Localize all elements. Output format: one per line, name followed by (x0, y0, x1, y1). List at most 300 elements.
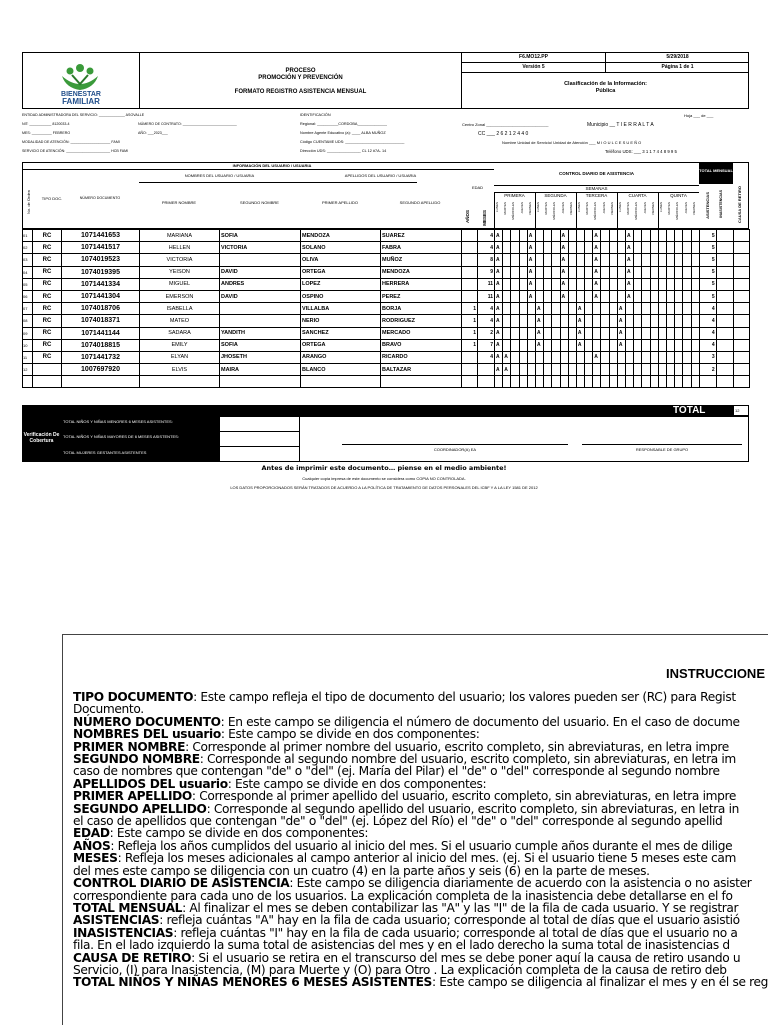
attendance-day-cell[interactable] (683, 266, 691, 278)
attendance-day-cell[interactable]: A (495, 266, 503, 278)
attendance-day-cell[interactable] (634, 230, 642, 242)
attendance-day-cell[interactable] (658, 364, 666, 376)
attendance-day-cell[interactable] (544, 242, 552, 254)
asistencias-total-cell[interactable]: 4 (699, 339, 716, 351)
empty-cell[interactable] (544, 376, 552, 388)
attendance-day-cell[interactable] (634, 290, 642, 302)
empty-cell[interactable] (609, 376, 617, 388)
inasistencias-total-cell[interactable] (716, 266, 733, 278)
attendance-day-cell[interactable]: A (560, 278, 568, 290)
attendance-day-cell[interactable]: A (593, 230, 601, 242)
attendance-day-cell[interactable] (527, 303, 535, 315)
documento-cell[interactable]: 1074018371 (62, 315, 140, 327)
segundo-nombre-cell[interactable]: DAVID (220, 290, 301, 302)
segundo-nombre-cell[interactable]: MAIRA (220, 364, 301, 376)
attendance-day-cell[interactable]: A (535, 339, 543, 351)
attendance-day-cell[interactable] (691, 364, 699, 376)
attendance-day-cell[interactable] (650, 242, 658, 254)
causa-retiro-cell[interactable] (733, 339, 749, 351)
attendance-day-cell[interactable] (666, 351, 674, 363)
segundo-apellido-cell[interactable]: FABRA (381, 242, 462, 254)
segundo-apellido-cell[interactable]: RODRIGUEZ (381, 315, 462, 327)
attendance-day-cell[interactable] (609, 290, 617, 302)
attendance-day-cell[interactable]: A (495, 242, 503, 254)
row-number[interactable]: 12 (23, 364, 33, 376)
attendance-day-cell[interactable] (568, 254, 576, 266)
attendance-day-cell[interactable] (642, 364, 650, 376)
primer-apellido-cell[interactable]: BLANCO (301, 364, 381, 376)
segundo-apellido-cell[interactable]: RICARDO (381, 351, 462, 363)
empty-cell[interactable] (593, 376, 601, 388)
attendance-day-cell[interactable] (666, 327, 674, 339)
attendance-day-cell[interactable] (666, 242, 674, 254)
attendance-day-cell[interactable] (658, 254, 666, 266)
inasistencias-total-cell[interactable] (716, 351, 733, 363)
attendance-day-cell[interactable] (675, 266, 683, 278)
attendance-day-cell[interactable] (544, 266, 552, 278)
attendance-day-cell[interactable]: A (626, 230, 634, 242)
attendance-day-cell[interactable] (560, 303, 568, 315)
attendance-day-cell[interactable] (650, 230, 658, 242)
empty-cell[interactable] (642, 376, 650, 388)
asistencias-total-cell[interactable]: 5 (699, 266, 716, 278)
anios-cell[interactable] (462, 230, 478, 242)
attendance-day-cell[interactable] (593, 303, 601, 315)
attendance-day-cell[interactable] (519, 364, 527, 376)
attendance-day-cell[interactable] (634, 254, 642, 266)
attendance-day-cell[interactable] (568, 327, 576, 339)
attendance-day-cell[interactable]: A (560, 242, 568, 254)
attendance-day-cell[interactable] (691, 303, 699, 315)
attendance-day-cell[interactable] (675, 351, 683, 363)
attendance-day-cell[interactable] (642, 230, 650, 242)
anios-cell[interactable]: 1 (462, 327, 478, 339)
tipo-doc-cell[interactable]: RC (33, 230, 62, 242)
attendance-day-cell[interactable] (642, 351, 650, 363)
attendance-day-cell[interactable]: A (560, 230, 568, 242)
empty-cell[interactable] (560, 376, 568, 388)
primer-nombre-cell[interactable]: VICTORIA (140, 254, 220, 266)
attendance-day-cell[interactable] (535, 290, 543, 302)
attendance-day-cell[interactable] (650, 278, 658, 290)
attendance-day-cell[interactable]: A (626, 290, 634, 302)
causa-retiro-cell[interactable] (733, 364, 749, 376)
anios-cell[interactable] (462, 278, 478, 290)
documento-cell[interactable]: 1071441517 (62, 242, 140, 254)
attendance-day-cell[interactable]: A (527, 266, 535, 278)
causa-retiro-cell[interactable] (733, 254, 749, 266)
attendance-day-cell[interactable]: A (535, 327, 543, 339)
documento-cell[interactable]: 1074019523 (62, 254, 140, 266)
attendance-day-cell[interactable] (691, 290, 699, 302)
attendance-day-cell[interactable] (544, 303, 552, 315)
empty-cell[interactable] (733, 376, 749, 388)
causa-retiro-cell[interactable] (733, 327, 749, 339)
causa-retiro-cell[interactable] (733, 303, 749, 315)
tipo-doc-cell[interactable] (33, 364, 62, 376)
attendance-day-cell[interactable] (552, 351, 560, 363)
attendance-day-cell[interactable]: A (527, 278, 535, 290)
row-number[interactable]: 09 (23, 327, 33, 339)
attendance-day-cell[interactable] (683, 351, 691, 363)
causa-retiro-cell[interactable] (733, 242, 749, 254)
documento-cell[interactable]: 1071441653 (62, 230, 140, 242)
attendance-day-cell[interactable] (683, 339, 691, 351)
empty-cell[interactable] (535, 376, 543, 388)
attendance-day-cell[interactable] (568, 351, 576, 363)
empty-cell[interactable] (511, 376, 519, 388)
attendance-day-cell[interactable] (601, 278, 609, 290)
attendance-day-cell[interactable] (535, 242, 543, 254)
attendance-day-cell[interactable] (568, 266, 576, 278)
attendance-day-cell[interactable] (519, 278, 527, 290)
attendance-day-cell[interactable] (626, 339, 634, 351)
anios-cell[interactable] (462, 290, 478, 302)
attendance-day-cell[interactable] (568, 303, 576, 315)
attendance-day-cell[interactable]: A (495, 290, 503, 302)
attendance-day-cell[interactable] (511, 303, 519, 315)
attendance-day-cell[interactable]: A (626, 266, 634, 278)
segundo-nombre-cell[interactable]: YANDITH (220, 327, 301, 339)
attendance-day-cell[interactable] (568, 278, 576, 290)
attendance-day-cell[interactable] (503, 230, 511, 242)
inasistencias-total-cell[interactable] (716, 242, 733, 254)
attendance-day-cell[interactable]: A (495, 351, 503, 363)
attendance-day-cell[interactable]: A (495, 278, 503, 290)
attendance-day-cell[interactable] (601, 242, 609, 254)
primer-apellido-cell[interactable]: VILLALBA (301, 303, 381, 315)
row-number[interactable]: 01 (23, 230, 33, 242)
attendance-day-cell[interactable] (609, 339, 617, 351)
tipo-doc-cell[interactable]: RC (33, 254, 62, 266)
meses-cell[interactable]: 4 (478, 351, 495, 363)
attendance-day-cell[interactable] (585, 242, 593, 254)
tipo-doc-cell[interactable]: RC (33, 351, 62, 363)
documento-cell[interactable]: 1074018706 (62, 303, 140, 315)
empty-cell[interactable] (552, 376, 560, 388)
attendance-day-cell[interactable] (666, 230, 674, 242)
segundo-nombre-cell[interactable]: SOFIA (220, 339, 301, 351)
attendance-day-cell[interactable]: A (535, 315, 543, 327)
attendance-day-cell[interactable] (675, 290, 683, 302)
attendance-day-cell[interactable] (642, 339, 650, 351)
attendance-day-cell[interactable] (666, 364, 674, 376)
attendance-day-cell[interactable] (617, 242, 625, 254)
empty-cell[interactable] (683, 376, 691, 388)
attendance-day-cell[interactable] (560, 339, 568, 351)
asistencias-total-cell[interactable]: 5 (699, 242, 716, 254)
inasistencias-total-cell[interactable] (716, 364, 733, 376)
documento-cell[interactable]: 1071441334 (62, 278, 140, 290)
attendance-day-cell[interactable] (576, 290, 584, 302)
attendance-day-cell[interactable] (666, 303, 674, 315)
inasistencias-total-cell[interactable] (716, 339, 733, 351)
attendance-day-cell[interactable] (576, 242, 584, 254)
attendance-day-cell[interactable] (691, 278, 699, 290)
attendance-day-cell[interactable] (658, 230, 666, 242)
attendance-day-cell[interactable] (658, 303, 666, 315)
causa-retiro-cell[interactable] (733, 266, 749, 278)
attendance-day-cell[interactable] (544, 230, 552, 242)
attendance-day-cell[interactable]: A (535, 303, 543, 315)
attendance-day-cell[interactable] (585, 339, 593, 351)
empty-cell[interactable] (658, 376, 666, 388)
attendance-day-cell[interactable] (642, 315, 650, 327)
row-number[interactable]: 02 (23, 242, 33, 254)
attendance-day-cell[interactable] (593, 327, 601, 339)
attendance-day-cell[interactable] (650, 303, 658, 315)
empty-cell[interactable] (699, 376, 716, 388)
attendance-day-cell[interactable] (634, 303, 642, 315)
attendance-day-cell[interactable] (666, 278, 674, 290)
attendance-day-cell[interactable] (560, 364, 568, 376)
primer-nombre-cell[interactable]: MARIANA (140, 230, 220, 242)
asistencias-total-cell[interactable]: 5 (699, 254, 716, 266)
asistencias-total-cell[interactable]: 5 (699, 278, 716, 290)
attendance-day-cell[interactable] (650, 315, 658, 327)
attendance-day-cell[interactable] (642, 254, 650, 266)
anios-cell[interactable] (462, 364, 478, 376)
attendance-day-cell[interactable]: A (527, 230, 535, 242)
attendance-day-cell[interactable] (511, 254, 519, 266)
attendance-day-cell[interactable] (691, 351, 699, 363)
empty-cell[interactable] (617, 376, 625, 388)
attendance-day-cell[interactable] (675, 364, 683, 376)
attendance-day-cell[interactable] (601, 364, 609, 376)
attendance-day-cell[interactable] (609, 364, 617, 376)
empty-cell[interactable] (140, 376, 220, 388)
attendance-day-cell[interactable] (691, 266, 699, 278)
inasistencias-total-cell[interactable] (716, 254, 733, 266)
attendance-day-cell[interactable]: A (527, 242, 535, 254)
empty-cell[interactable] (33, 376, 62, 388)
asistencias-total-cell[interactable]: 5 (699, 290, 716, 302)
segundo-apellido-cell[interactable]: BALTAZAR (381, 364, 462, 376)
attendance-day-cell[interactable] (585, 327, 593, 339)
anios-cell[interactable]: 1 (462, 339, 478, 351)
empty-cell[interactable] (519, 376, 527, 388)
attendance-day-cell[interactable] (683, 242, 691, 254)
attendance-day-cell[interactable] (568, 315, 576, 327)
attendance-day-cell[interactable] (609, 303, 617, 315)
attendance-day-cell[interactable] (691, 327, 699, 339)
segundo-apellido-cell[interactable]: PEREZ (381, 290, 462, 302)
attendance-day-cell[interactable] (552, 290, 560, 302)
attendance-day-cell[interactable] (585, 364, 593, 376)
attendance-day-cell[interactable] (601, 351, 609, 363)
inasistencias-total-cell[interactable] (716, 327, 733, 339)
attendance-day-cell[interactable] (634, 364, 642, 376)
attendance-day-cell[interactable] (519, 230, 527, 242)
attendance-day-cell[interactable] (634, 242, 642, 254)
attendance-day-cell[interactable] (658, 351, 666, 363)
segundo-nombre-cell[interactable]: DAVID (220, 266, 301, 278)
attendance-day-cell[interactable]: A (495, 315, 503, 327)
attendance-day-cell[interactable] (519, 339, 527, 351)
attendance-day-cell[interactable] (552, 303, 560, 315)
attendance-day-cell[interactable]: A (617, 315, 625, 327)
inasistencias-total-cell[interactable] (716, 290, 733, 302)
attendance-day-cell[interactable] (568, 339, 576, 351)
attendance-day-cell[interactable] (650, 327, 658, 339)
tipo-doc-cell[interactable]: RC (33, 266, 62, 278)
attendance-day-cell[interactable] (560, 315, 568, 327)
empty-cell[interactable] (301, 376, 381, 388)
meses-cell[interactable]: 4 (478, 303, 495, 315)
empty-cell[interactable] (666, 376, 674, 388)
attendance-day-cell[interactable] (511, 339, 519, 351)
attendance-day-cell[interactable] (503, 278, 511, 290)
attendance-day-cell[interactable] (691, 315, 699, 327)
attendance-day-cell[interactable] (503, 303, 511, 315)
attendance-day-cell[interactable] (552, 327, 560, 339)
tipo-doc-cell[interactable]: RC (33, 339, 62, 351)
attendance-day-cell[interactable] (642, 290, 650, 302)
empty-cell[interactable] (634, 376, 642, 388)
tipo-doc-cell[interactable]: RC (33, 278, 62, 290)
documento-cell[interactable]: 1071441732 (62, 351, 140, 363)
attendance-day-cell[interactable] (634, 278, 642, 290)
attendance-day-cell[interactable] (552, 254, 560, 266)
attendance-day-cell[interactable] (634, 315, 642, 327)
attendance-day-cell[interactable] (527, 327, 535, 339)
segundo-apellido-cell[interactable]: BORJA (381, 303, 462, 315)
tipo-doc-cell[interactable]: RC (33, 290, 62, 302)
asistencias-total-cell[interactable]: 5 (699, 230, 716, 242)
row-number[interactable]: 05 (23, 278, 33, 290)
attendance-day-cell[interactable] (519, 242, 527, 254)
inasistencias-total-cell[interactable] (716, 278, 733, 290)
row-number[interactable]: 11 (23, 351, 33, 363)
causa-retiro-cell[interactable] (733, 290, 749, 302)
primer-nombre-cell[interactable]: EMERSON (140, 290, 220, 302)
attendance-day-cell[interactable] (683, 290, 691, 302)
attendance-day-cell[interactable] (552, 266, 560, 278)
attendance-day-cell[interactable] (683, 230, 691, 242)
attendance-day-cell[interactable] (511, 230, 519, 242)
attendance-day-cell[interactable]: A (576, 327, 584, 339)
attendance-day-cell[interactable] (585, 303, 593, 315)
anios-cell[interactable] (462, 254, 478, 266)
attendance-day-cell[interactable] (585, 254, 593, 266)
attendance-day-cell[interactable]: A (495, 339, 503, 351)
attendance-day-cell[interactable] (552, 278, 560, 290)
attendance-day-cell[interactable] (585, 315, 593, 327)
attendance-day-cell[interactable] (519, 290, 527, 302)
meses-cell[interactable]: 11 (478, 278, 495, 290)
empty-cell[interactable] (716, 376, 733, 388)
attendance-day-cell[interactable] (626, 327, 634, 339)
empty-cell[interactable] (527, 376, 535, 388)
attendance-day-cell[interactable] (683, 327, 691, 339)
attendance-day-cell[interactable] (683, 278, 691, 290)
empty-cell[interactable] (478, 376, 495, 388)
attendance-day-cell[interactable] (634, 327, 642, 339)
empty-cell[interactable] (495, 376, 503, 388)
primer-nombre-cell[interactable]: ELYAN (140, 351, 220, 363)
attendance-day-cell[interactable] (511, 315, 519, 327)
empty-cell[interactable] (381, 376, 462, 388)
attendance-day-cell[interactable]: A (527, 254, 535, 266)
attendance-day-cell[interactable] (544, 290, 552, 302)
segundo-nombre-cell[interactable]: VICTORIA (220, 242, 301, 254)
attendance-day-cell[interactable] (675, 278, 683, 290)
meses-cell[interactable]: 7 (478, 339, 495, 351)
attendance-day-cell[interactable]: A (560, 266, 568, 278)
attendance-day-cell[interactable]: A (495, 364, 503, 376)
primer-nombre-cell[interactable]: ELVIS (140, 364, 220, 376)
attendance-day-cell[interactable] (626, 315, 634, 327)
attendance-day-cell[interactable] (552, 230, 560, 242)
attendance-day-cell[interactable] (519, 327, 527, 339)
segundo-nombre-cell[interactable]: JHOSETH (220, 351, 301, 363)
attendance-day-cell[interactable] (544, 315, 552, 327)
row-number[interactable]: 06 (23, 290, 33, 302)
attendance-day-cell[interactable] (552, 315, 560, 327)
attendance-day-cell[interactable] (617, 266, 625, 278)
attendance-day-cell[interactable] (503, 242, 511, 254)
attendance-day-cell[interactable] (658, 278, 666, 290)
attendance-day-cell[interactable]: A (626, 254, 634, 266)
attendance-day-cell[interactable]: A (495, 303, 503, 315)
row-number[interactable]: 03 (23, 254, 33, 266)
attendance-day-cell[interactable] (617, 290, 625, 302)
anios-cell[interactable]: 1 (462, 315, 478, 327)
attendance-day-cell[interactable] (503, 339, 511, 351)
attendance-day-cell[interactable] (691, 339, 699, 351)
documento-cell[interactable]: 1074019395 (62, 266, 140, 278)
documento-cell[interactable]: 1071441144 (62, 327, 140, 339)
attendance-day-cell[interactable] (683, 364, 691, 376)
segundo-apellido-cell[interactable]: BRAVO (381, 339, 462, 351)
attendance-day-cell[interactable] (675, 339, 683, 351)
attendance-day-cell[interactable]: A (503, 351, 511, 363)
attendance-day-cell[interactable] (593, 315, 601, 327)
meses-cell[interactable]: 11 (478, 290, 495, 302)
attendance-day-cell[interactable] (544, 364, 552, 376)
segundo-nombre-cell[interactable]: ANDRES (220, 278, 301, 290)
attendance-day-cell[interactable] (609, 254, 617, 266)
attendance-day-cell[interactable]: A (617, 339, 625, 351)
attendance-day-cell[interactable] (609, 278, 617, 290)
attendance-day-cell[interactable] (519, 254, 527, 266)
attendance-day-cell[interactable] (609, 327, 617, 339)
segundo-nombre-cell[interactable] (220, 315, 301, 327)
attendance-day-cell[interactable] (650, 266, 658, 278)
primer-nombre-cell[interactable]: MATEO (140, 315, 220, 327)
attendance-day-cell[interactable] (544, 351, 552, 363)
attendance-day-cell[interactable] (535, 230, 543, 242)
attendance-day-cell[interactable] (535, 364, 543, 376)
attendance-day-cell[interactable] (634, 351, 642, 363)
attendance-day-cell[interactable] (609, 230, 617, 242)
primer-nombre-cell[interactable]: YEISON (140, 266, 220, 278)
attendance-day-cell[interactable] (642, 327, 650, 339)
attendance-day-cell[interactable]: A (560, 290, 568, 302)
attendance-day-cell[interactable] (601, 230, 609, 242)
primer-apellido-cell[interactable]: ORTEGA (301, 339, 381, 351)
primer-nombre-cell[interactable]: HELLEN (140, 242, 220, 254)
inasistencias-total-cell[interactable] (716, 303, 733, 315)
attendance-day-cell[interactable] (666, 254, 674, 266)
attendance-day-cell[interactable] (634, 266, 642, 278)
attendance-day-cell[interactable] (568, 364, 576, 376)
attendance-day-cell[interactable] (617, 278, 625, 290)
anios-cell[interactable] (462, 242, 478, 254)
primer-apellido-cell[interactable]: MENDOZA (301, 230, 381, 242)
attendance-day-cell[interactable] (560, 351, 568, 363)
attendance-day-cell[interactable] (527, 315, 535, 327)
